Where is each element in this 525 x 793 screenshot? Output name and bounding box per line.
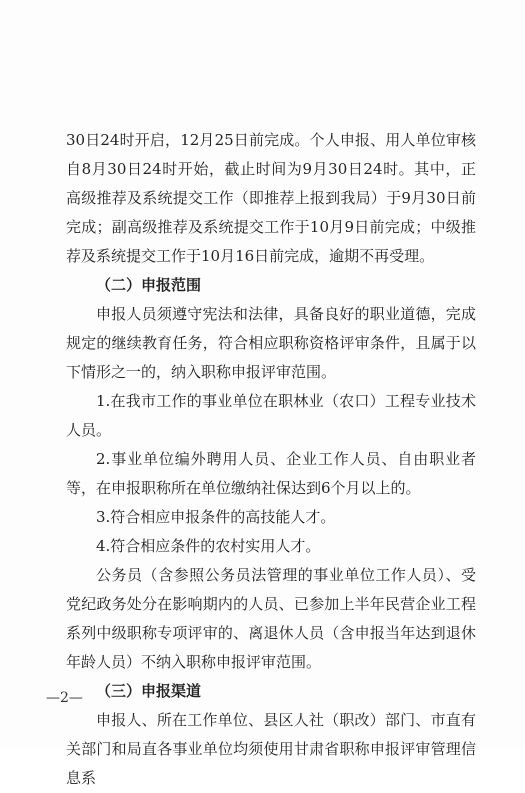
paragraph-time-schedule: 30日24时开启，12月25日前完成。个人申报、用人单位审核自8月30日24时开始，截止时间为9月30日24时。其中，正高级推荐及系统提交工作（即推荐上报到我局）于9月30日前完成；副高级推荐及系统提交工作于10月9日前完成；中级推荐及系统提交工作于10月16日前完成，逾期不再受理。 [66,131,476,265]
paragraph-exclusions: 公务员（含参照公务员法管理的事业单位工作人员）、受党纪政务处分在影响期内的人员、已参加上半年民营企业工程系列中级职称专项评审的、离退休人员（含申报当年达到退休年龄人员）不纳入职称申报评审范围。 [66,566,476,671]
paragraph-scope-intro: 申报人员须遵守宪法和法律，具备良好的职业道德，完成规定的继续教育任务，符合相应职称资格评审条件，且属于以下情形之一的，纳入职称申报评审范围。 [66,305,476,381]
list-item-1: 1.在我市工作的事业单位在职林业（农口）工程专业技术人员。 [66,392,476,439]
list-item-3: 3.符合相应申报条件的高技能人才。 [96,508,336,526]
section-heading-scope: （二）申报范围 [96,276,202,294]
document-body [66,126,476,793]
page-number: —2— [46,690,83,706]
list-item-4: 4.符合相应条件的农村实用人才。 [96,537,321,555]
section-heading-channels: （三）申报渠道 [96,682,202,700]
paragraph-channels: 申报人、所在工作单位、县区人社（职改）部门、市直有关部门和局直各事业单位均须使用甘肃省职称申报评审管理信息系 [66,711,476,787]
list-item-2: 2.事业单位编外聘用人员、企业工作人员、自由职业者等，在申报职称所在单位缴纳社保达到6个月以上的。 [66,450,476,497]
